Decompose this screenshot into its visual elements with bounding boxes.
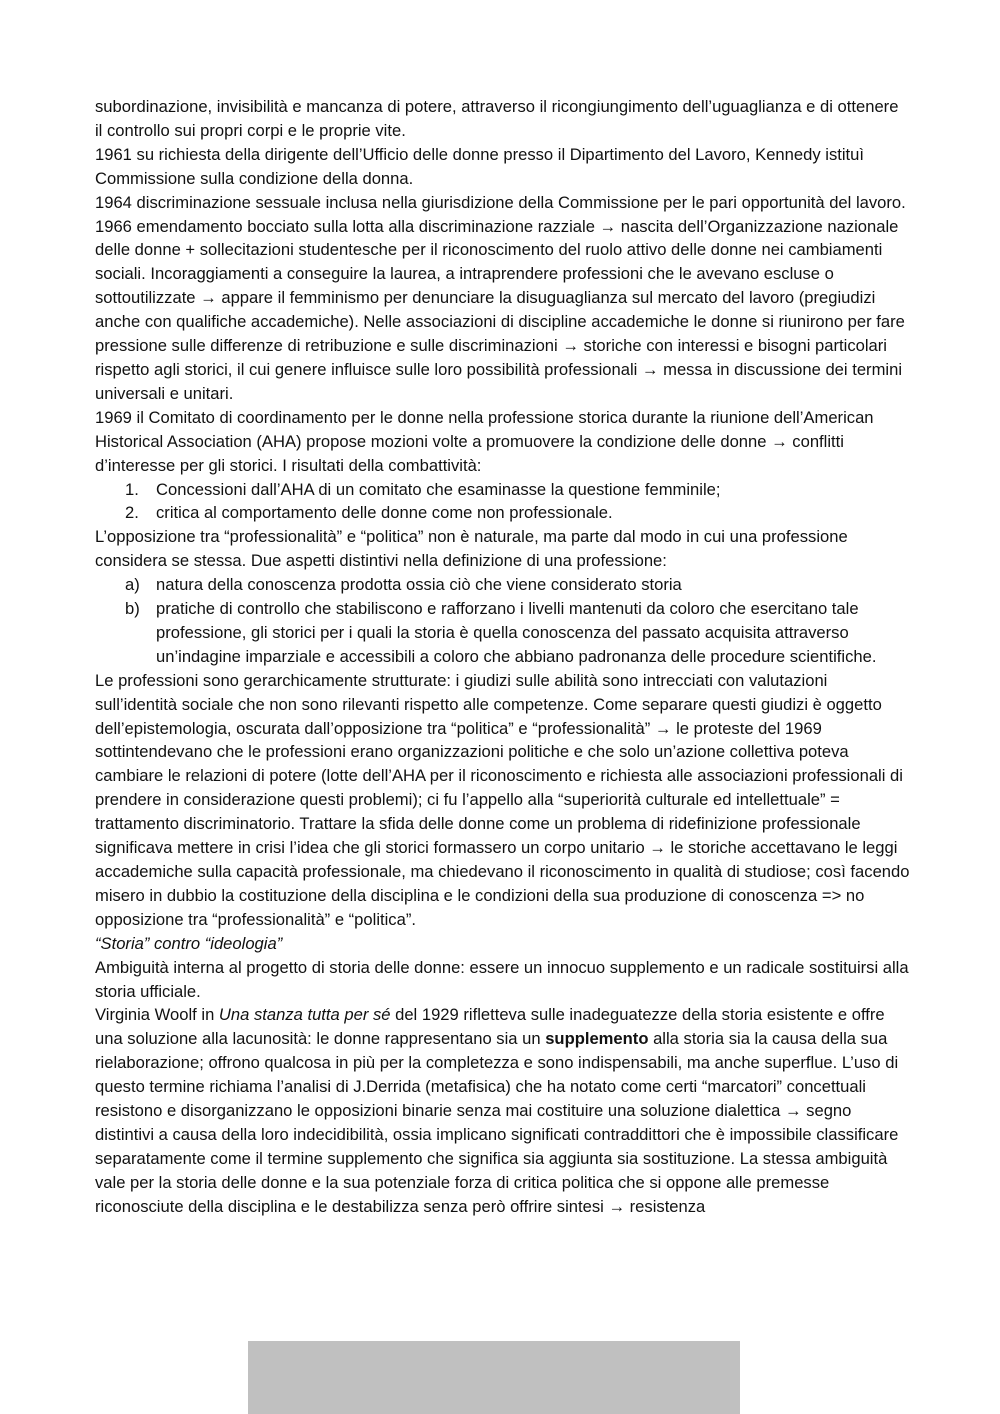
- list-item: [95, 501, 910, 525]
- text-run: del 1929 rifletteva sulle inadeguatezze della storia esistente e offre una soluzione alla lacunosità: le donne rappresentano sia un: [95, 1005, 885, 1049]
- paragraph-1: subordinazione, invisibilità e mancanza di potere, attraverso il ricongiungimento dell’uguaglianza e di ottenere il controllo sui propri corpi e le proprie vite.: [95, 97, 899, 140]
- footer-placeholder-bar: [248, 1341, 740, 1414]
- list-marker: a): [125, 575, 140, 595]
- list-item: [95, 478, 910, 502]
- paragraph-woolf: [95, 1003, 910, 1218]
- text-run: alla storia sia la causa della sua rielaborazione; offrono qualcosa in più per la completezza e sono indispensabili, ma anche superflue. L’uso di questo termine richiama l’analisi di J.Derrida (metafisica) che ha notato come certi “marcatori” concettuali resistono e disorganizzano le opposizioni binarie senza mai costituire una soluzione dialettica → segno distintivi a causa della loro indecidibilità, ossia implicano significati contraddittori che è impossibile classificare separatamente come il termine supplemento che significa sia aggiunta sia sostituzione. La stessa ambiguità vale per la storia delle donne e la sua potenziale forza di critica politica che si oppone alle premesse riconosciute della disciplina e le destabilizza senza però offrire sintesi → resistenza: [95, 1029, 899, 1216]
- list-item-text: critica al comportamento delle donne come non professionale.: [156, 503, 613, 523]
- list-item-text: pratiche di controllo che stabiliscono e rafforzano i livelli mantenuti da coloro che esercitano tale professione, gli storici per i quali la storia è quella conoscenza del passato acquisita attraverso un’indagine imparziale e accessibili a coloro che abbiano padronanza delle procedure scientifiche.: [156, 599, 877, 666]
- list-marker: b): [125, 599, 140, 619]
- paragraph-1969: 1969 il Comitato di coordinamento per le donne nella professione storica durante la riunione dell’American Historical Association (AHA) propose mozioni volte a promuovere la condizione delle donne → conflitti d’interesse per gli storici. I risultati della combattività:: [95, 407, 874, 475]
- list-item: [95, 597, 910, 669]
- list-item-text: natura della conoscenza prodotta ossia ciò che viene considerato storia: [156, 575, 682, 595]
- bold-term: supplemento: [545, 1029, 649, 1049]
- list-marker: 1.: [125, 479, 139, 499]
- list-item-text: Concessioni dall’AHA di un comitato che esaminasse la questione femminile;: [156, 479, 721, 499]
- list-marker: 2.: [125, 503, 139, 523]
- lettered-list: [95, 573, 910, 669]
- paragraph-ambiguita: Ambiguità interna al progetto di storia delle donne: essere un innocuo supplemento e un radicale sostituirsi alla storia ufficiale.: [95, 957, 909, 1001]
- paragraph-1961: 1961 su richiesta della dirigente dell’Ufficio delle donne presso il Dipartimento del Lavoro, Kennedy istituì Commissione sulla condizione della donna.: [95, 144, 864, 188]
- text-run: Virginia Woolf in: [95, 1005, 219, 1025]
- list-item: [95, 573, 910, 597]
- document-page: [95, 95, 910, 1219]
- paragraph-1964: 1964 discriminazione sessuale inclusa nella giurisdizione della Commissione per le pari opportunità del lavoro.: [95, 192, 906, 212]
- book-title: Una stanza tutta per sé: [218, 1005, 391, 1025]
- paragraph-1966: 1966 emendamento bocciato sulla lotta alla discriminazione razziale → nascita dell’Organizzazione nazionale delle donne + sollecitazioni studentesche per il riconoscimento del ruolo attivo delle donne nei cambiamenti sociali. Incoraggiamenti a conseguire la laurea, a intraprendere professioni che le avevano escluse o sottoutilizzate → appare il femminismo per denunciare la disuguaglianza sul mercato del lavoro (pregiudizi anche con qualifiche accademiche). Nelle associazioni di discipline accademiche le donne si riunirono per fare pressione sulle differenze di retribuzione e sulle discriminazioni → storiche con interessi e bisogni particolari rispetto agli storici, il cui genere influisce sulle loro possibilità professionali → messa in discussione dei termini universali e unitari.: [95, 216, 905, 403]
- paragraph-professioni: Le professioni sono gerarchicamente strutturate: i giudizi sulle abilità sono intrecciati con valutazioni sull’identità sociale che non sono rilevanti rispetto alle competenze. Come separare questi giudizi è oggetto dell’epistemologia, oscurata dall’opposizione tra “politica” e “professionalità” → le proteste del 1969 sottintendevano che le professioni erano organizzazioni politiche e che solo un’azione collettiva poteva cambiare le relazioni di potere (lotte dell’AHA per il riconoscimento e richiesta alle associazioni professionali di prendere in considerazione questi problemi); ci fu l’appello alla “superiorità culturale ed intellettuale” = trattamento discriminatorio. Trattare la sfida delle donne come un problema di ridefinizione professionale significava mettere in crisi l’idea che gli storici formassero un corpo unitario → le storiche accettavano le leggi accademiche sulla capacità professionale, ma chiedevano il riconoscimento in qualità di studiose; così facendo misero in dubbio la costituzione della disciplina e le condizioni della sua produzione di conoscenza => no opposizione tra “professionalità” e “politica”.: [95, 670, 910, 929]
- paragraph-opposizione: L’opposizione tra “professionalità” e “politica” non è naturale, ma parte dal modo in cui una professione considera se stessa. Due aspetti distintivi nella definizione di una professione:: [95, 527, 848, 571]
- section-heading: “Storia” contro “ideologia”: [95, 933, 283, 953]
- numbered-list: [95, 478, 910, 526]
